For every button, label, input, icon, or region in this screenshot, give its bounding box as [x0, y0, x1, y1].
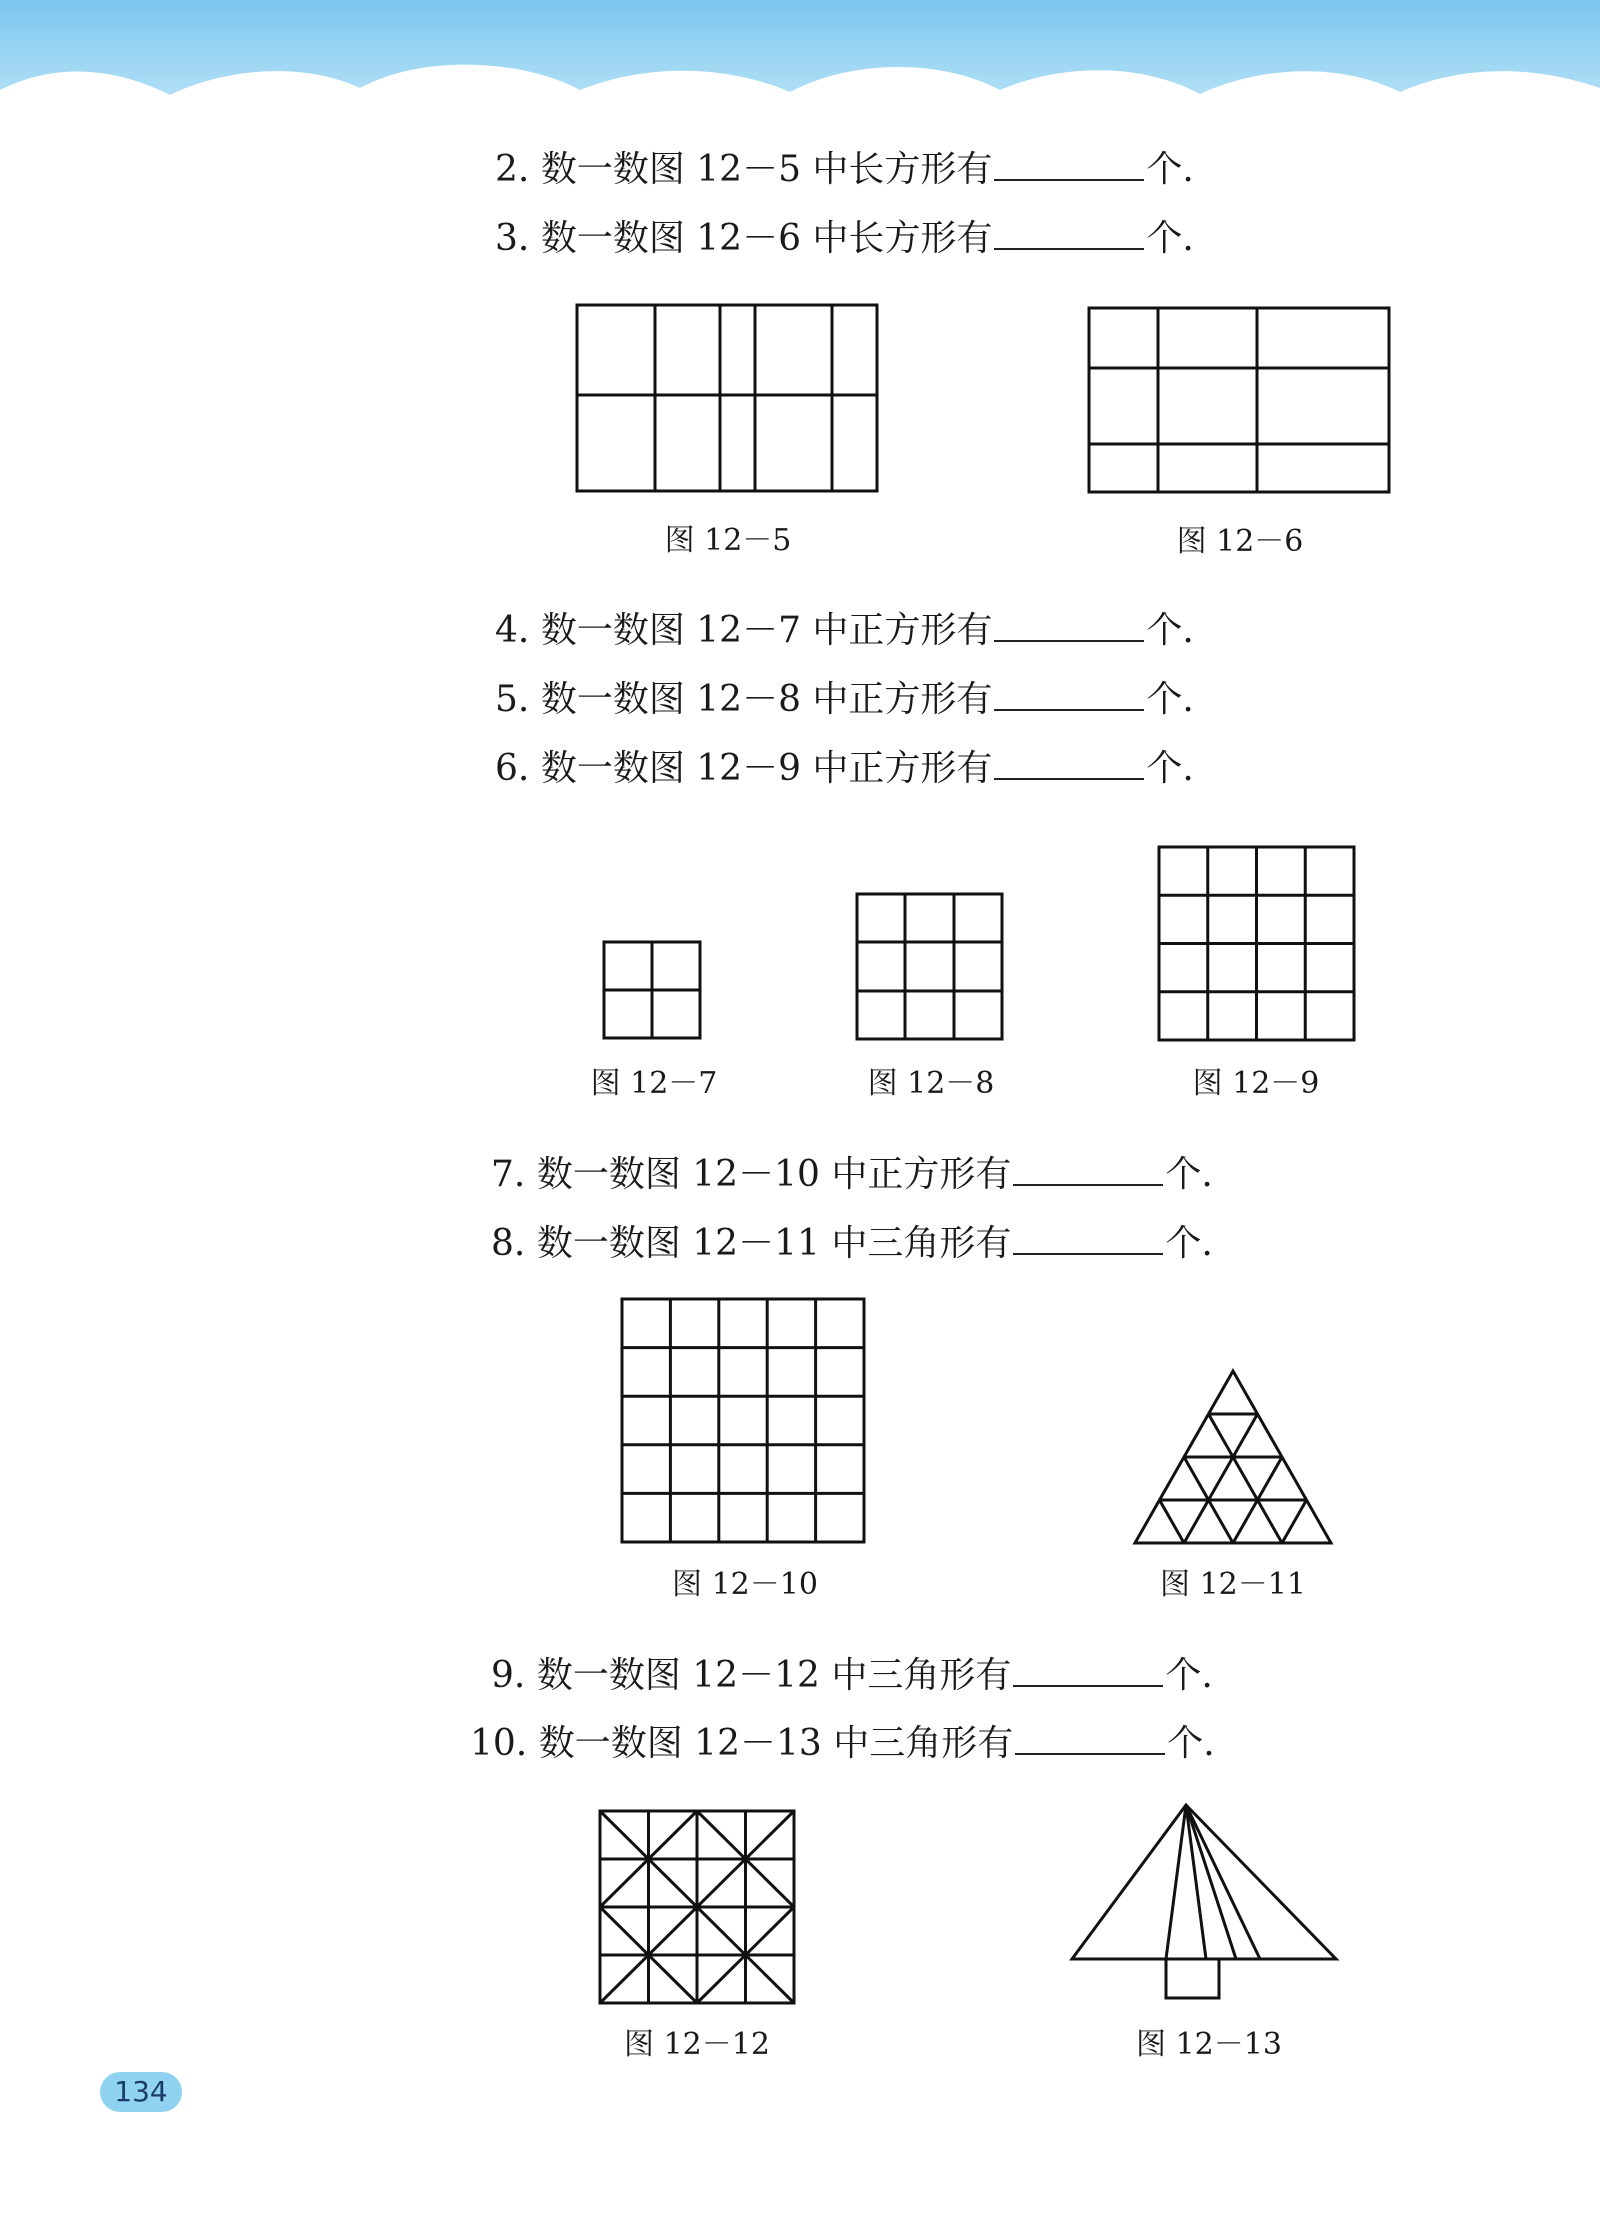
- figure-12-8: [855, 892, 1005, 1042]
- sky-cloud-header: [0, 0, 1600, 140]
- caption-12-11: 图 12－11: [1160, 1567, 1306, 1602]
- question-text: 数一数图 12－11 中三角形有: [536, 1223, 1012, 1264]
- caption-12-6: 图 12－6: [1176, 524, 1304, 559]
- question-text: 数一数图 12－6 中长方形有: [540, 218, 993, 259]
- figure-12-12: [598, 1809, 796, 2005]
- figure-12-11: [1131, 1368, 1335, 1546]
- question-text: 数一数图 12－5 中长方形有: [540, 149, 993, 190]
- question-6: [495, 744, 1194, 793]
- question-number: 10.: [470, 1723, 528, 1764]
- caption-12-8: 图 12－8: [867, 1066, 995, 1101]
- question-number: 8.: [491, 1223, 526, 1264]
- answer-blank[interactable]: [1015, 1719, 1165, 1755]
- caption-12-7: 图 12－7: [590, 1066, 718, 1101]
- question-suffix: 个.: [1146, 610, 1194, 651]
- question-suffix: 个.: [1146, 679, 1194, 720]
- figure-12-10: [620, 1297, 867, 1545]
- question-text: 数一数图 12－7 中正方形有: [540, 610, 993, 651]
- question-suffix: 个.: [1146, 149, 1194, 190]
- question-9: [491, 1651, 1213, 1700]
- caption-12-9: 图 12－9: [1192, 1066, 1320, 1101]
- question-suffix: 个.: [1146, 218, 1194, 259]
- answer-blank[interactable]: [994, 214, 1144, 250]
- question-number: 7.: [491, 1154, 526, 1195]
- question-number: 2.: [495, 149, 530, 190]
- figure-12-13: [1070, 1803, 1342, 2001]
- question-text: 数一数图 12－8 中正方形有: [540, 679, 993, 720]
- caption-12-13: 图 12－13: [1136, 2027, 1282, 2062]
- question-text: 数一数图 12－12 中三角形有: [536, 1655, 1012, 1696]
- figure-12-7: [602, 940, 704, 1042]
- question-text: 数一数图 12－9 中正方形有: [540, 748, 993, 789]
- answer-blank[interactable]: [1013, 1219, 1163, 1255]
- question-number: 3.: [495, 218, 530, 259]
- figure-12-9: [1157, 845, 1357, 1042]
- question-8: [491, 1219, 1213, 1268]
- caption-12-5: 图 12－5: [664, 523, 792, 558]
- question-text: 数一数图 12－10 中正方形有: [536, 1154, 1012, 1195]
- question-number: 6.: [495, 748, 530, 789]
- question-7: [491, 1150, 1213, 1199]
- caption-12-12: 图 12－12: [624, 2027, 770, 2062]
- answer-blank[interactable]: [1013, 1150, 1163, 1186]
- page-number-badge: 134: [100, 2072, 182, 2112]
- question-number: 9.: [491, 1655, 526, 1696]
- question-suffix: 个.: [1146, 748, 1194, 789]
- question-suffix: 个.: [1165, 1223, 1213, 1264]
- question-3: [495, 214, 1194, 263]
- question-number: 5.: [495, 679, 530, 720]
- question-4: [495, 606, 1194, 655]
- question-5: [495, 675, 1194, 724]
- answer-blank[interactable]: [1013, 1651, 1163, 1687]
- question-number: 4.: [495, 610, 530, 651]
- question-text: 数一数图 12－13 中三角形有: [538, 1723, 1014, 1764]
- question-2: [495, 145, 1194, 194]
- answer-blank[interactable]: [994, 145, 1144, 181]
- question-suffix: 个.: [1165, 1655, 1213, 1696]
- answer-blank[interactable]: [994, 744, 1144, 780]
- question-suffix: 个.: [1165, 1154, 1213, 1195]
- answer-blank[interactable]: [994, 675, 1144, 711]
- question-10: [470, 1719, 1215, 1768]
- caption-12-10: 图 12－10: [672, 1567, 818, 1602]
- figure-12-5: [575, 303, 881, 493]
- answer-blank[interactable]: [994, 606, 1144, 642]
- figure-12-6: [1087, 306, 1393, 496]
- question-suffix: 个.: [1167, 1723, 1215, 1764]
